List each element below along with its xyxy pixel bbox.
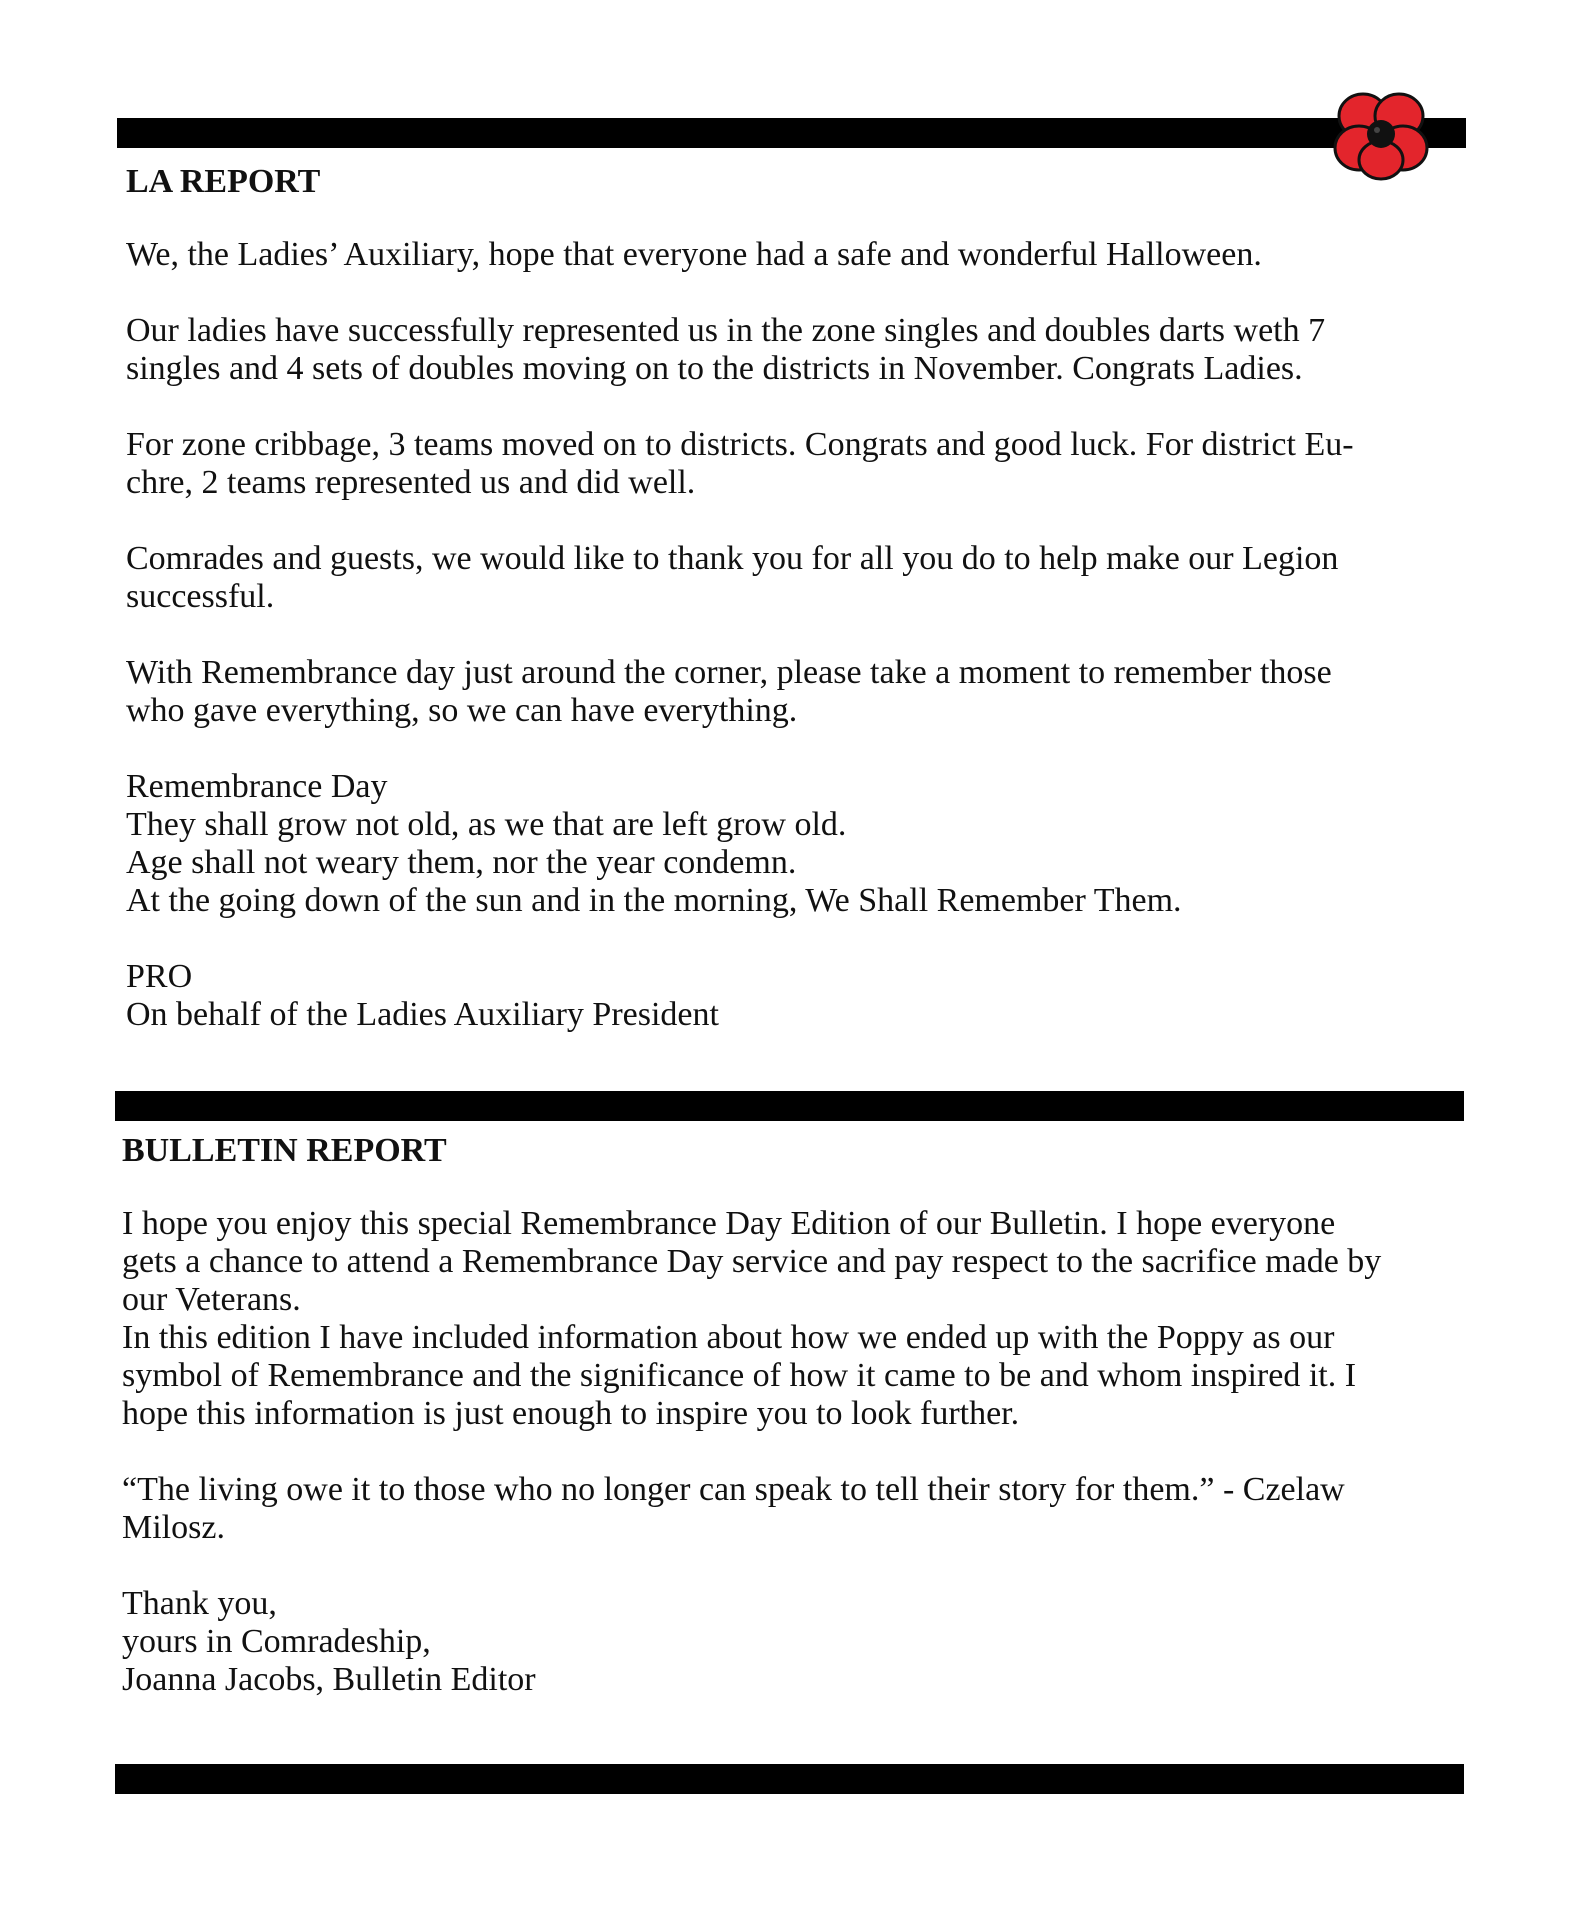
la-poem	[126, 768, 1466, 920]
bulletin-quote-line-2: Milosz.	[122, 1509, 225, 1546]
bulletin-report-heading: BULLETIN REPORT	[122, 1132, 447, 1169]
la-signature-line-2: On behalf of the Ladies Auxiliary President	[126, 996, 719, 1033]
la-paragraph-remembrance	[126, 654, 1466, 730]
bulletin-p1-line-2: gets a chance to attend a Remembrance Day service and pay respect to the sacrifice made by	[122, 1243, 1382, 1280]
la-poem-line-3: At the going down of the sun and in the morning, We Shall Remember Them.	[126, 882, 1182, 919]
la-p2-line-1: Our ladies have successfully represented us in the zone singles and doubles darts weth 7	[126, 312, 1326, 349]
la-p4-line-2: successful.	[126, 578, 275, 615]
bulletin-signature-line-2: yours in Comradeship,	[122, 1623, 431, 1660]
bulletin-p1-line-1: I hope you enjoy this special Remembrance Day Edition of our Bulletin. I hope everyone	[122, 1205, 1336, 1242]
section-divider-middle	[115, 1091, 1464, 1121]
bulletin-p1-line-5: symbol of Remembrance and the significance of how it came to be and whom inspired it. I	[122, 1357, 1357, 1394]
la-p3-line-2: chre, 2 teams represented us and did well.	[126, 464, 696, 501]
la-paragraph-thanks	[126, 540, 1466, 616]
bulletin-p1-line-6: hope this information is just enough to inspire you to look further.	[122, 1395, 1020, 1432]
la-p5-line-2: who gave everything, so we can have everything.	[126, 692, 798, 729]
bulletin-quote	[122, 1471, 1462, 1547]
section-divider-top	[117, 118, 1466, 148]
bulletin-signature-line-1: Thank you,	[122, 1585, 277, 1622]
la-poem-line-2: Age shall not weary them, nor the year condemn.	[126, 844, 797, 881]
bulletin-quote-line-1: “The living owe it to those who no longer can speak to tell their story for them.” - Czelaw	[122, 1471, 1345, 1508]
bulletin-report-section	[122, 1131, 1462, 1699]
la-poem-title: Remembrance Day	[126, 768, 388, 805]
bulletin-p1-line-4: In this edition I have included information about how we ended up with the Poppy as our	[122, 1319, 1335, 1356]
la-paragraph-darts	[126, 312, 1466, 388]
section-divider-bottom	[115, 1764, 1464, 1794]
la-paragraph-halloween	[126, 236, 1466, 274]
la-p2-line-2: singles and 4 sets of doubles moving on to the districts in November. Congrats Ladies.	[126, 350, 1303, 387]
la-poem-line-1: They shall grow not old, as we that are left grow old.	[126, 806, 847, 843]
la-report-section	[126, 162, 1466, 1034]
la-signature	[126, 958, 1466, 1034]
la-p1-line: We, the Ladies’ Auxiliary, hope that everyone had a safe and wonderful Halloween.	[126, 236, 1262, 273]
la-p3-line-1: For zone cribbage, 3 teams moved on to districts. Congrats and good luck. For district Eu-	[126, 426, 1354, 463]
bulletin-signature-line-3: Joanna Jacobs, Bulletin Editor	[122, 1661, 536, 1698]
bulletin-p1-line-3: our Veterans.	[122, 1281, 301, 1318]
la-signature-line-1: PRO	[126, 958, 193, 995]
bulletin-signature	[122, 1585, 1462, 1699]
la-paragraph-cribbage	[126, 426, 1466, 502]
la-report-heading: LA REPORT	[126, 163, 321, 200]
la-p5-line-1: With Remembrance day just around the corner, please take a moment to remember those	[126, 654, 1332, 691]
la-p4-line-1: Comrades and guests, we would like to thank you for all you do to help make our Legion	[126, 540, 1339, 577]
bulletin-paragraph-intro	[122, 1205, 1462, 1433]
